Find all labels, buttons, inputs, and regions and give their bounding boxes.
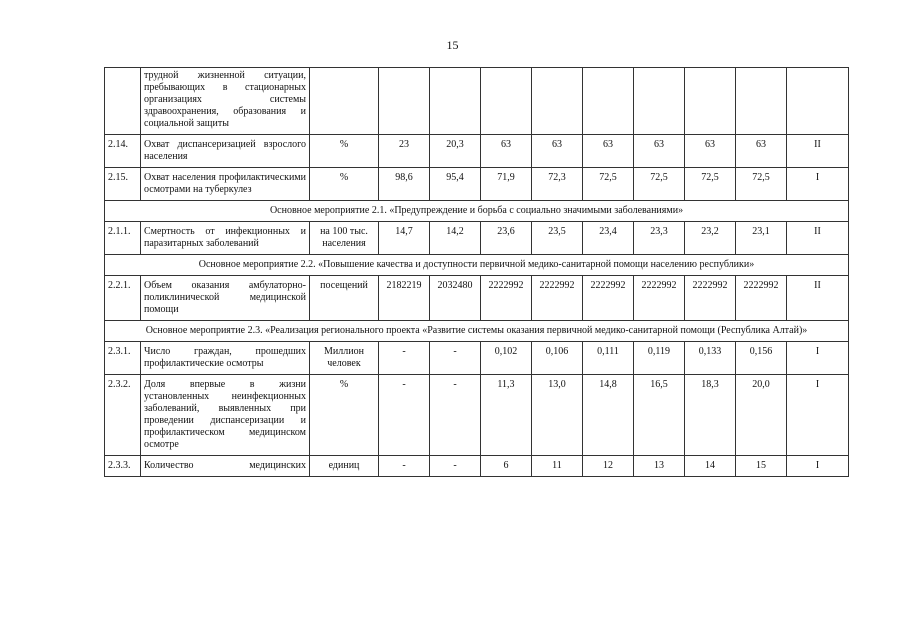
value-cell: 63 bbox=[685, 135, 736, 168]
mark-cell: II bbox=[787, 276, 849, 321]
table-row bbox=[105, 456, 849, 477]
value-cell: - bbox=[430, 456, 481, 477]
indicator-name: Доля впервые в жизни установленных неинфекционных заболеваний, выявленных при проведении диспансеризации и профилактическом медицинском осмотре bbox=[141, 375, 310, 456]
table-row bbox=[105, 375, 849, 456]
unit-cell: % bbox=[310, 375, 379, 456]
value-cell: - bbox=[379, 342, 430, 375]
value-cell: 23,3 bbox=[634, 222, 685, 255]
unit-cell: посещений bbox=[310, 276, 379, 321]
table-row bbox=[105, 222, 849, 255]
unit-cell: единиц bbox=[310, 456, 379, 477]
section-row bbox=[105, 201, 849, 222]
value-cell bbox=[430, 68, 481, 135]
value-cell: 15 bbox=[736, 456, 787, 477]
unit-cell: на 100 тыс. населения bbox=[310, 222, 379, 255]
row-number: 2.1.1. bbox=[105, 222, 141, 255]
row-number: 2.15. bbox=[105, 168, 141, 201]
value-cell: 13 bbox=[634, 456, 685, 477]
table-row bbox=[105, 168, 849, 201]
value-cell bbox=[583, 68, 634, 135]
value-cell: 63 bbox=[481, 135, 532, 168]
value-cell: 72,5 bbox=[736, 168, 787, 201]
section-row bbox=[105, 255, 849, 276]
value-cell: 12 bbox=[583, 456, 634, 477]
value-cell: 72,3 bbox=[532, 168, 583, 201]
value-cell: 71,9 bbox=[481, 168, 532, 201]
unit-cell bbox=[310, 68, 379, 135]
page-number: 15 bbox=[446, 38, 459, 52]
unit-cell: % bbox=[310, 168, 379, 201]
table-row bbox=[105, 68, 849, 135]
row-number: 2.3.3. bbox=[105, 456, 141, 477]
value-cell: 23,4 bbox=[583, 222, 634, 255]
value-cell: 0,102 bbox=[481, 342, 532, 375]
value-cell: - bbox=[379, 375, 430, 456]
mark-cell: I bbox=[787, 168, 849, 201]
value-cell: 23,6 bbox=[481, 222, 532, 255]
value-cell: 14,7 bbox=[379, 222, 430, 255]
value-cell: 14 bbox=[685, 456, 736, 477]
mark-cell: II bbox=[787, 222, 849, 255]
value-cell: 2222992 bbox=[634, 276, 685, 321]
value-cell: 0,106 bbox=[532, 342, 583, 375]
indicator-name: Число граждан, прошедших профилактические осмотры bbox=[141, 342, 310, 375]
unit-cell: Миллион человек bbox=[310, 342, 379, 375]
value-cell: - bbox=[430, 375, 481, 456]
table-row bbox=[105, 276, 849, 321]
table-body bbox=[105, 68, 849, 477]
value-cell bbox=[634, 68, 685, 135]
value-cell bbox=[379, 68, 430, 135]
indicator-name: Смертность от инфекционных и паразитарных заболеваний bbox=[141, 222, 310, 255]
indicator-name: Количество медицинских bbox=[141, 456, 310, 477]
value-cell: 16,5 bbox=[634, 375, 685, 456]
section-title: Основное мероприятие 2.1. «Предупреждение и борьба с социально значимыми заболеваниями» bbox=[105, 201, 849, 222]
value-cell: 20,3 bbox=[430, 135, 481, 168]
value-cell: 23,5 bbox=[532, 222, 583, 255]
value-cell: 23 bbox=[379, 135, 430, 168]
value-cell: 11,3 bbox=[481, 375, 532, 456]
value-cell: 18,3 bbox=[685, 375, 736, 456]
value-cell: 13,0 bbox=[532, 375, 583, 456]
value-cell: 63 bbox=[634, 135, 685, 168]
value-cell: 0,156 bbox=[736, 342, 787, 375]
row-number bbox=[105, 68, 141, 135]
value-cell: 0,133 bbox=[685, 342, 736, 375]
indicator-name: трудной жизненной ситуации, пребывающих в стационарных организациях системы здравоохранения, образования и социальной защиты bbox=[141, 68, 310, 135]
mark-cell: I bbox=[787, 342, 849, 375]
row-number: 2.2.1. bbox=[105, 276, 141, 321]
row-number: 2.3.1. bbox=[105, 342, 141, 375]
section-title: Основное мероприятие 2.3. «Реализация регионального проекта «Развитие системы оказания первичной медико-санитарной помощи (Республика Алтай)» bbox=[105, 321, 849, 342]
value-cell: - bbox=[379, 456, 430, 477]
value-cell: 11 bbox=[532, 456, 583, 477]
table-row bbox=[105, 135, 849, 168]
value-cell: 2222992 bbox=[736, 276, 787, 321]
indicators-table bbox=[104, 67, 849, 477]
value-cell: 95,4 bbox=[430, 168, 481, 201]
value-cell: - bbox=[430, 342, 481, 375]
value-cell: 2222992 bbox=[532, 276, 583, 321]
value-cell bbox=[481, 68, 532, 135]
value-cell: 20,0 bbox=[736, 375, 787, 456]
value-cell: 23,2 bbox=[685, 222, 736, 255]
mark-cell: II bbox=[787, 135, 849, 168]
value-cell: 0,119 bbox=[634, 342, 685, 375]
value-cell: 2222992 bbox=[583, 276, 634, 321]
value-cell bbox=[685, 68, 736, 135]
value-cell: 2032480 bbox=[430, 276, 481, 321]
row-number: 2.3.2. bbox=[105, 375, 141, 456]
value-cell: 63 bbox=[532, 135, 583, 168]
value-cell: 14,2 bbox=[430, 222, 481, 255]
value-cell bbox=[736, 68, 787, 135]
indicator-name: Объем оказания амбулаторно-поликлинической медицинской помощи bbox=[141, 276, 310, 321]
indicator-name: Охват диспансеризацией взрослого населения bbox=[141, 135, 310, 168]
value-cell: 23,1 bbox=[736, 222, 787, 255]
value-cell: 6 bbox=[481, 456, 532, 477]
value-cell: 2182219 bbox=[379, 276, 430, 321]
value-cell bbox=[532, 68, 583, 135]
value-cell: 2222992 bbox=[481, 276, 532, 321]
value-cell: 72,5 bbox=[685, 168, 736, 201]
value-cell: 63 bbox=[583, 135, 634, 168]
mark-cell: I bbox=[787, 456, 849, 477]
value-cell: 2222992 bbox=[685, 276, 736, 321]
section-row bbox=[105, 321, 849, 342]
indicator-name: Охват населения профилактическими осмотрами на туберкулез bbox=[141, 168, 310, 201]
value-cell: 98,6 bbox=[379, 168, 430, 201]
value-cell: 72,5 bbox=[634, 168, 685, 201]
value-cell: 0,111 bbox=[583, 342, 634, 375]
value-cell: 14,8 bbox=[583, 375, 634, 456]
mark-cell bbox=[787, 68, 849, 135]
row-number: 2.14. bbox=[105, 135, 141, 168]
mark-cell: I bbox=[787, 375, 849, 456]
value-cell: 63 bbox=[736, 135, 787, 168]
unit-cell: % bbox=[310, 135, 379, 168]
section-title: Основное мероприятие 2.2. «Повышение качества и доступности первичной медико-санитарной помощи населению республики» bbox=[105, 255, 849, 276]
table-row bbox=[105, 342, 849, 375]
value-cell: 72,5 bbox=[583, 168, 634, 201]
